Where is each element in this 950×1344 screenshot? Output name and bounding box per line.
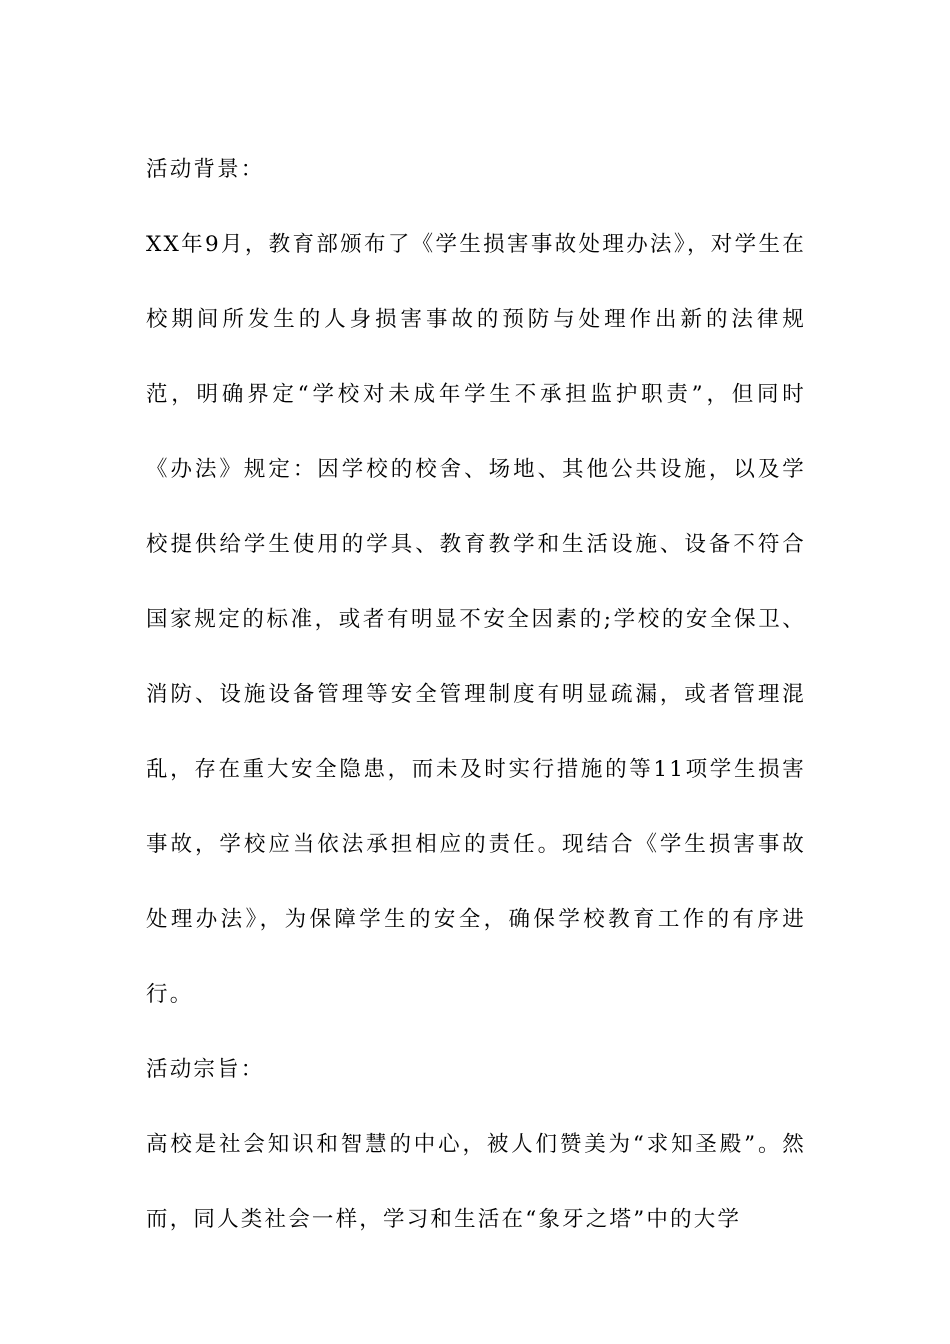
paragraph-purpose: 高校是社会知识和智慧的中心，被人们赞美为“求知圣殿”。然而，同人类社会一样，学习和生活在“象牙之塔”中的大学 — [146, 1132, 806, 1232]
section-heading-background: 活动背景： — [146, 157, 265, 182]
section-heading-purpose: 活动宗旨： — [146, 1057, 265, 1082]
document-body — [146, 132, 806, 1257]
paragraph-background: XX年9月，教育部颁布了《学生损害事故处理办法》，对学生在校期间所发生的人身损害事故的预防与处理作出新的法律规范，明确界定“学校对未成年学生不承担监护职责”，但同时《办法》规定：因学校的校舍、场地、其他公共设施，以及学校提供给学生使用的学具、教育教学和生活设施、设备不符合国家规定的标准，或者有明显不安全因素的;学校的安全保卫、消防、设施设备管理等安全管理制度有明显疏漏，或者管理混乱，存在重大安全隐患，而未及时实行措施的等11项学生损害事故，学校应当依法承担相应的责任。现结合《学生损害事故处理办法》，为保障学生的安全，确保学校教育工作的有序进行。 — [146, 232, 806, 1007]
